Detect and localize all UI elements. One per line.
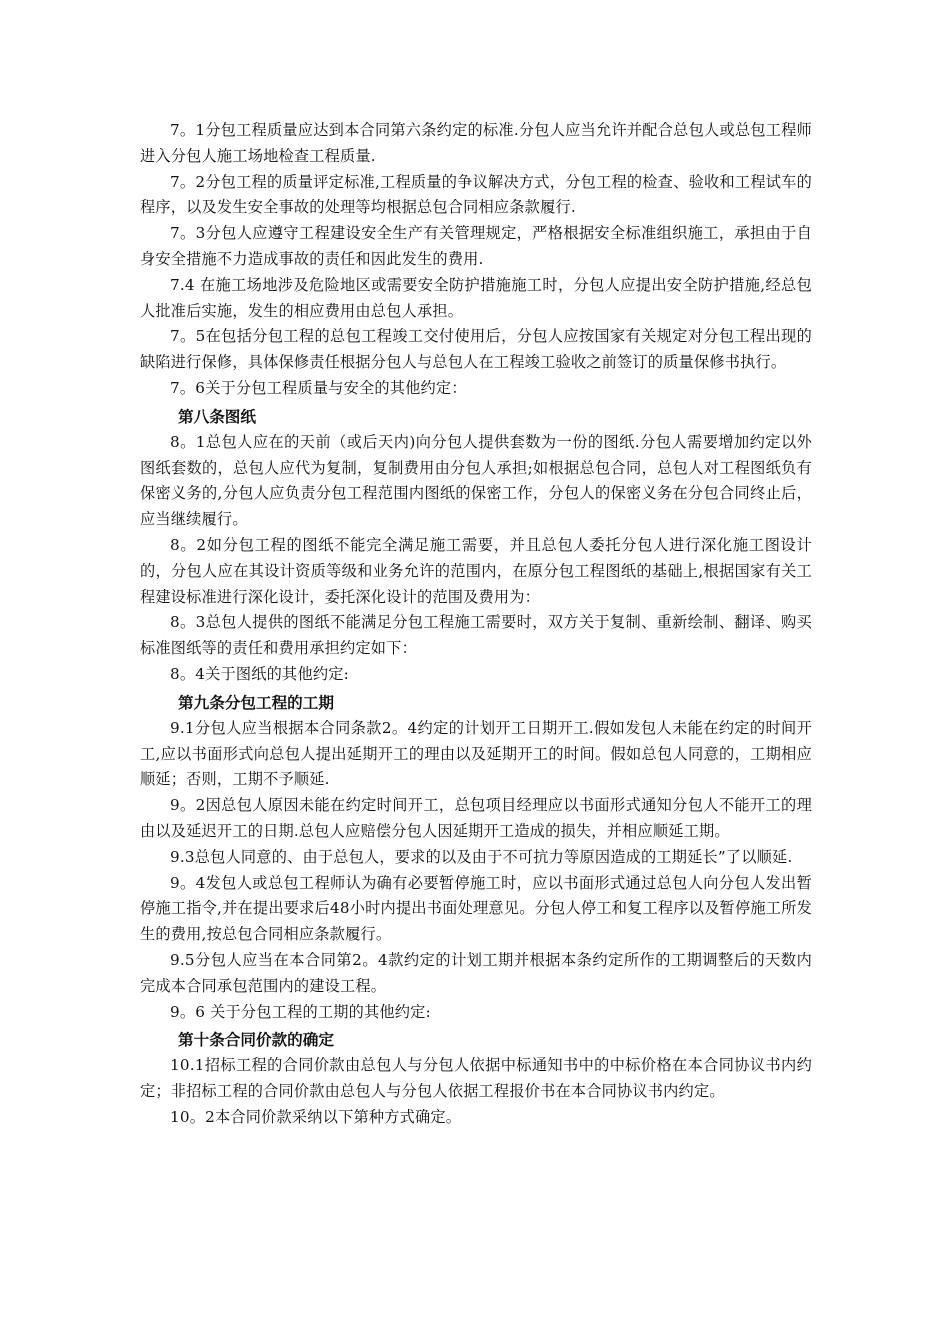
- clause-9-5: 9.5分包人应当在本合同第2。4款约定的计划工期并根据本条约定所作的工期调整后的天数内完成本合同承包范围内的建设工程。: [140, 950, 812, 995]
- document-page: [140, 118, 812, 1131]
- clause-10-1: 10.1招标工程的合同价款由总包人与分包人依据中标通知书中的中标价格在本合同协议书内约定；非招标工程的合同价款由总包人与分包人依据工程报价书在本合同协议书内约定。: [140, 1056, 812, 1101]
- clause-9-2: 9。2因总包人原因未能在约定时间开工，总包项目经理应以书面形式通知分包人不能开工的理由以及延迟开工的日期.总包人应赔偿分包人因延期开工造成的损失，并相应顺延工期。: [140, 796, 812, 840]
- clause-10-2: 10。2本合同价款采纳以下第种方式确定。: [170, 1107, 462, 1126]
- clause-9-6: 9。6 关于分包工程的工期的其他约定:: [170, 1002, 431, 1021]
- clause-7-3: 7。3分包人应遵守工程建设安全生产有关管理规定，严格根据安全标准组织施工，承担由于自身安全措施不力造成事故的责任和因此发生的费用.: [140, 224, 812, 268]
- clause-8-2: 8。2如分包工程的图纸不能完全满足施工需要，并且总包人委托分包人进行深化施工图设计的，分包人应在其设计资质等级和业务允许的范围内，在原分包工程图纸的基础上,根据国家有关工程建设标准进行深化设计，委托深化设计的范围及费用为：: [140, 535, 812, 606]
- section-9-title: 第九条分包工程的工期: [178, 692, 334, 712]
- clause-7-6: 7。6关于分包工程质量与安全的其他约定：: [170, 378, 467, 397]
- clause-8-3: 8。3总包人提供的图纸不能满足分包工程施工需要时，双方关于复制、重新绘制、翻译、购买标准图纸等的责任和费用承担约定如下：: [140, 613, 812, 658]
- clause-9-1: 9.1分包人应当根据本合同条款2。4约定的计划开工日期开工.假如发包人未能在约定的时间开工,应以书面形式向总包人提出延期开工的理由以及延期开工的时间。假如总包人同意的，工期相应顺延；否则，工期不予顺延.: [140, 718, 812, 789]
- section-10-title: 第十条合同价款的确定: [178, 1030, 334, 1050]
- clause-7-1: 7。1分包工程质量应达到本合同第六条约定的标准.分包人应当允许并配合总包人或总包工程师进入分包人施工场地检查工程质量.: [140, 121, 812, 165]
- clause-7-2: 7。2分包工程的质量评定标准,工程质量的争议解决方式，分包工程的检查、验收和工程试车的程序，以及发生安全事故的处理等均根据总包合同相应条款履行.: [140, 172, 812, 217]
- clause-7-4: 7.4 在施工场地涉及危险地区或需要安全防护措施施工时，分包人应提出安全防护措施,经总包人批准后实施，发生的相应费用由总包人承担。: [140, 275, 812, 320]
- section-8-title: 第八条图纸: [178, 406, 256, 426]
- clause-8-1: 8。1总包人应在的天前（或后天内)向分包人提供套数为一份的图纸.分包人需要增加约定以外图纸套数的，总包人应代为复制，复制费用由分包人承担;如根据总包合同，总包人对工程图纸负有保密义务的,分包人应负责分包工程范围内图纸的保密工作，分包人的保密义务在分包合同终止后，应当继续履行。: [140, 432, 812, 529]
- clause-9-4: 9。4发包人或总包工程师认为确有必要暂停施工时，应以书面形式通过总包人向分包人发出暂停施工指令,并在提出要求后48小时内提出书面处理意见。分包人停工和复工程序以及暂停施工所发生的费用,按总包合同相应条款履行。: [140, 873, 812, 944]
- clause-8-4: 8。4关于图纸的其他约定:: [170, 664, 349, 683]
- clause-9-3: 9.3总包人同意的、由于总包人，要求的以及由于不可抗力等原因造成的工期延长”了以顺延.: [170, 847, 793, 866]
- clause-7-5: 7。5在包括分包工程的总包工程竣工交付使用后，分包人应按国家有关规定对分包工程出现的缺陷进行保修，具体保修责任根据分包人与总包人在工程竣工验收之前签订的质量保修书执行。: [140, 327, 812, 372]
